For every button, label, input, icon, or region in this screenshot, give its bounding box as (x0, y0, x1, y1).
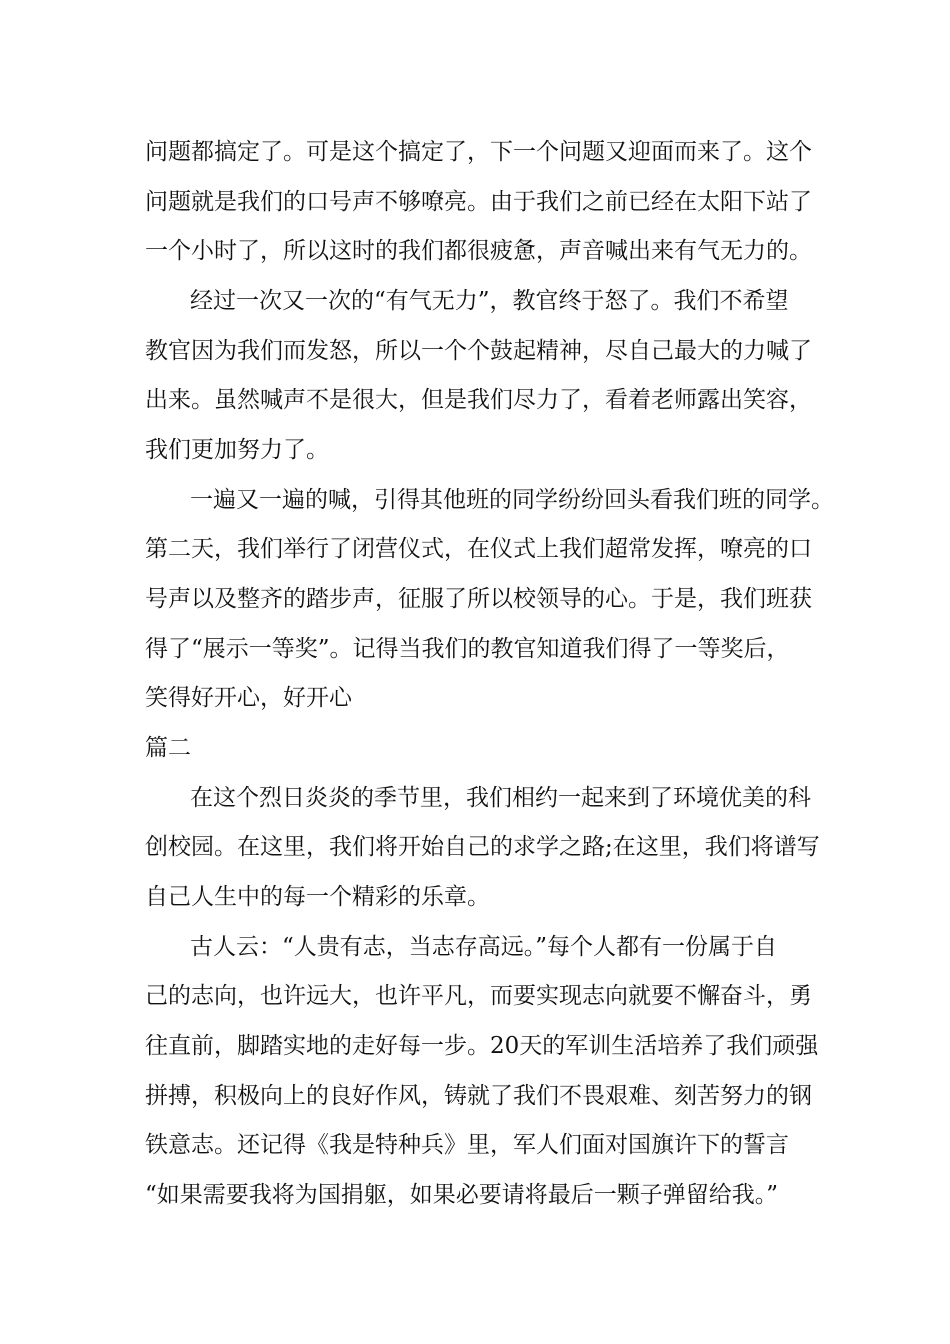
paragraph-first-line: 古人云：“人贵有志，当志存高远。”每个人都有一份属于自 (190, 934, 778, 960)
text-line: 铁意志。还记得《我是特种兵》里，军人们面对国旗许下的誓言 (145, 1132, 789, 1158)
text-line: 教官因为我们而发怒，所以一个个鼓起精神，尽自己最大的力喊了 (145, 338, 812, 364)
text-line: 得了“展示一等奖”。记得当我们的教官知道我们得了一等奖后， (145, 636, 790, 662)
paragraph-first-line: 一遍又一遍的喊，引得其他班的同学纷纷回头看我们班的同学。 (190, 487, 834, 513)
paragraph-first-line: 经过一次又一次的“有气无力”，教官终于怒了。我们不希望 (190, 288, 789, 314)
text-line: 笑得好开心，好开心 (145, 685, 352, 711)
text-line: 第二天，我们举行了闭营仪式，在仪式上我们超常发挥，嘹亮的口 (145, 536, 812, 562)
text-line: 创校园。在这里，我们将开始自己的求学之路;在这里，我们将谱写 (145, 834, 820, 860)
text-line: 自己人生中的每一个精彩的乐章。 (145, 884, 490, 910)
text-line: 拼搏，积极向上的良好作风，铸就了我们不畏艰难、刻苦努力的钢 (145, 1083, 812, 1109)
text-line: 一个小时了，所以这时的我们都很疲惫，声音喊出来有气无力的。 (145, 238, 812, 264)
section-heading: 篇二 (145, 735, 191, 761)
text-line: 出来。虽然喊声不是很大，但是我们尽力了，看着老师露出笑容， (145, 387, 812, 413)
text-line: 问题都搞定了。可是这个搞定了，下一个问题又迎面而来了。这个 (145, 139, 812, 165)
text-line: 号声以及整齐的踏步声，征服了所以校领导的心。于是，我们班获 (145, 586, 812, 612)
text-line: 己的志向，也许远大，也许平凡，而要实现志向就要不懈奋斗，勇 (145, 983, 812, 1009)
paragraph-first-line: 在这个烈日炎炎的季节里，我们相约一起来到了环境优美的科 (190, 785, 811, 811)
text-line: “如果需要我将为国捐躯，如果必要请将最后一颗子弹留给我。” (145, 1182, 779, 1208)
text-line: 问题就是我们的口号声不够嘹亮。由于我们之前已经在太阳下站了 (145, 189, 812, 215)
text-line: 往直前，脚踏实地的走好每一步。20天的军训生活培养了我们顽强 (145, 1033, 819, 1059)
text-line: 我们更加努力了。 (145, 437, 329, 463)
